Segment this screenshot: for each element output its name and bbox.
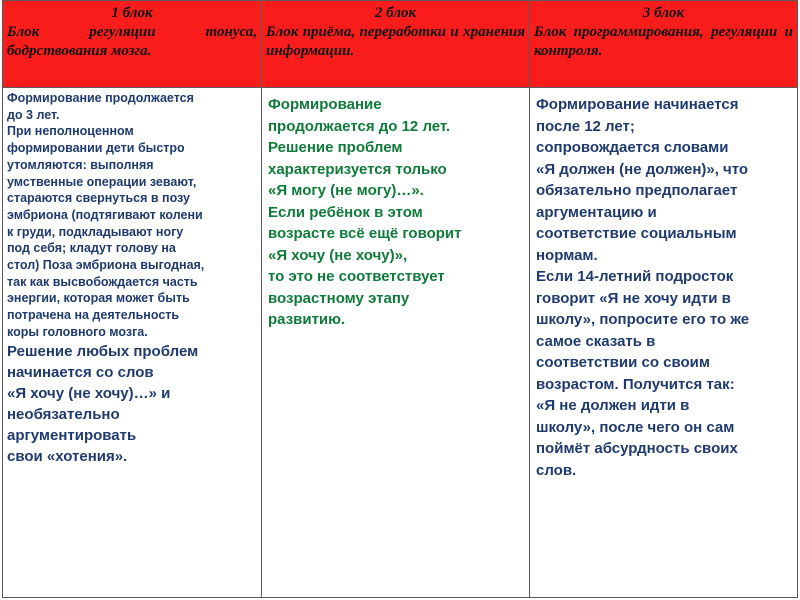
text-line: Если 14-летний подросток <box>536 268 734 285</box>
text-line: коры головного мозга. <box>7 324 148 339</box>
text-line: нормам. <box>536 246 598 264</box>
text-line: до 3 лет. <box>7 107 60 122</box>
text-line: Формирование продолжается <box>7 91 194 105</box>
text-line: развитию. <box>268 311 346 328</box>
content-cell-block1 <box>3 88 262 598</box>
block3-description <box>530 88 797 481</box>
text-line: возрастному этапу <box>268 289 410 307</box>
content-row <box>3 88 798 598</box>
block3-title: Блок программирования, регуляции и контроля. <box>534 24 793 59</box>
text-line: самое сказать в <box>536 332 656 350</box>
text-line: говорит «Я не хочу идти в <box>536 289 731 307</box>
text-line: слов. <box>536 461 577 479</box>
text-line: аргументировать <box>7 426 137 444</box>
text-line: Формирование <box>268 96 382 113</box>
block2-number: 2 блок <box>374 5 417 21</box>
text-line: поймёт абсурдность своих <box>536 440 738 457</box>
text-line: потрачена на деятельность <box>7 308 180 323</box>
text-line: после 12 лет; <box>536 117 635 135</box>
text-line: школу», попросите его то же <box>536 311 750 328</box>
text-line: сопровождается словами <box>536 139 729 156</box>
block1-number: 1 блок <box>111 5 153 21</box>
text-line: эмбриона (подтягивают колени <box>7 207 203 222</box>
block1-conclusion <box>7 341 257 467</box>
text-line: возрасте всё ещё говорит <box>268 225 462 242</box>
text-line: так как высвобождается часть <box>7 274 198 289</box>
header-cell-block2 <box>262 1 530 88</box>
text-line: к груди, подкладывают ногу <box>7 224 184 239</box>
block1-title: Блок регуляции тонуса, бодрствования мозга. <box>7 24 257 59</box>
text-line: энергии, которая может быть <box>7 291 190 306</box>
header-cell-block3 <box>530 1 798 88</box>
text-line: стол) Поза эмбриона выгодная, <box>7 258 205 273</box>
text-line: формировании дети быстро <box>7 141 185 156</box>
content-cell-block2 <box>262 88 530 598</box>
text-line: характеризуется только <box>268 160 447 178</box>
text-line: необязательно <box>7 405 120 423</box>
text-line: Решение проблем <box>268 139 403 156</box>
text-line: аргументацию и <box>536 203 657 221</box>
text-line: умственные операции зевают, <box>7 174 197 189</box>
text-line: «Я могу (не могу)…». <box>268 182 424 199</box>
text-line: продолжается до 12 лет. <box>268 117 451 135</box>
text-line: Решение любых проблем <box>7 342 199 360</box>
text-line: школу», после чего он сам <box>536 418 735 436</box>
text-line: соответствие социальным <box>536 225 737 242</box>
header-cell-block1 <box>3 1 262 88</box>
text-line: то это не соответствует <box>268 268 445 285</box>
text-line: свои «хотения». <box>7 447 128 465</box>
text-line: «Я должен (не должен)», что <box>536 160 749 178</box>
content-cell-block3 <box>530 88 798 598</box>
text-line: «Я не должен идти в <box>536 397 690 414</box>
header-row <box>3 1 798 88</box>
text-line: под себя; кладут голову на <box>7 241 176 256</box>
block3-number: 3 блок <box>642 5 685 21</box>
text-line: обязательно предполагает <box>536 182 738 199</box>
text-line: «Я хочу (не хочу)…» и <box>7 384 171 402</box>
text-line: стараются свернуться в позу <box>7 191 190 206</box>
block2-description <box>262 88 529 331</box>
text-line: Если ребёнок в этом <box>268 203 423 221</box>
text-line: возрастом. Получится так: <box>536 375 735 393</box>
block1-description <box>7 90 257 341</box>
brain-blocks-table <box>2 0 798 598</box>
text-line: начинается со слов <box>7 363 154 381</box>
block2-title: Блок приёма, переработки и хранения информации. <box>266 24 525 59</box>
text-line: соответствии со своим <box>536 354 710 371</box>
text-line: Формирование начинается <box>536 96 739 113</box>
text-line: утомляются: выполняя <box>7 157 154 172</box>
text-line: При неполноценном <box>7 124 134 139</box>
text-line: «Я хочу (не хочу)», <box>268 246 408 264</box>
